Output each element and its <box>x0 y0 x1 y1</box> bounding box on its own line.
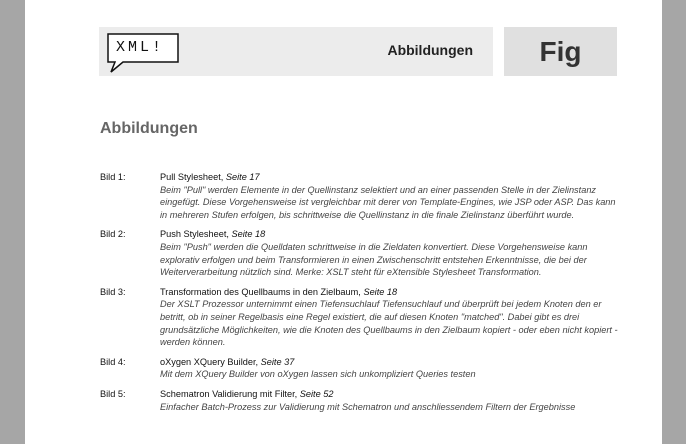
figure-number: Bild 2: <box>100 229 126 240</box>
figure-page-ref: Seite 17 <box>225 172 260 182</box>
figure-number: Bild 5: <box>100 388 126 399</box>
figure-number: Bild 1: <box>100 172 126 182</box>
header-title: Abbildungen <box>387 42 473 58</box>
figure-title: oXygen XQuery Builder, <box>160 356 259 367</box>
figure-title: Schematron Validierung mit Filter, <box>160 388 298 399</box>
logo-text: XML! <box>116 39 165 56</box>
document-page <box>25 0 662 444</box>
figure-description: Einfacher Batch-Prozess zur Validierung mit Schematron und anschliessendem Filtern der Ergebnisse <box>160 401 576 412</box>
figure-entry <box>100 171 620 221</box>
figure-title: Transformation des Quellbaums in den Zielbaum, <box>160 286 361 297</box>
section-title: Abbildungen <box>100 120 198 137</box>
figure-page-ref: Seite 37 <box>260 356 295 367</box>
figure-list <box>100 171 620 420</box>
figure-title: Push Stylesheet, <box>160 229 229 240</box>
figure-page-ref: Seite 18 <box>231 229 266 240</box>
fig-label: Fig <box>504 27 617 76</box>
figure-description: Beim "Pull" werden Elemente in der Quellinstanz selektiert und an einer passenden Stelle in der Zielinstanz eingefügt. Diese Vorgehensweise ist vergleichbar mit derer von Template-Engines, wie JSP oder ASP. Das kann in mehreren Stufen erfolgen, bis schrittweise die Quellinstanz in die finale Zielinstanz überführt wurde. <box>160 184 616 220</box>
figure-title: Pull Stylesheet, <box>160 172 224 182</box>
figure-entry <box>100 356 620 381</box>
figure-description: Der XSLT Prozessor unternimmt einen Tiefensuchlauf Tiefensuchlauf und überprüft bei jedem Knoten den er betritt, ob in seiner Regelbasis eine Regel existiert, die auf diesen Knoten "matched". Dabei gibt es drei grundsätzliche Möglichkeiten, wie die Knoten des Quellbaums in den Zielbaum kopiert - oder eben nicht kopiert - werden können. <box>160 299 618 348</box>
figure-description: Mit dem XQuery Builder von oXygen lassen sich unkompliziert Queries testen <box>160 369 476 380</box>
figure-entry <box>100 388 620 413</box>
figure-page-ref: Seite 52 <box>299 388 334 399</box>
figure-description: Beim "Push" werden die Quelldaten schrittweise in die Zieldaten konvertiert. Diese Vorgehensweise kann explorativ erfolgen und beim Transformieren in einen Zwischenschritt entstehen Erkenntnisse, die bei der Weiterverarbeitung nützlich sind. Merke: XSLT steht für eXtensible Stylesheet Transformation. <box>160 241 588 278</box>
xml-logo <box>107 33 179 73</box>
figure-number: Bild 4: <box>100 356 126 367</box>
figure-entry <box>100 286 620 349</box>
figure-number: Bild 3: <box>100 286 126 297</box>
figure-page-ref: Seite 18 <box>363 286 398 297</box>
figure-entry <box>100 228 620 278</box>
